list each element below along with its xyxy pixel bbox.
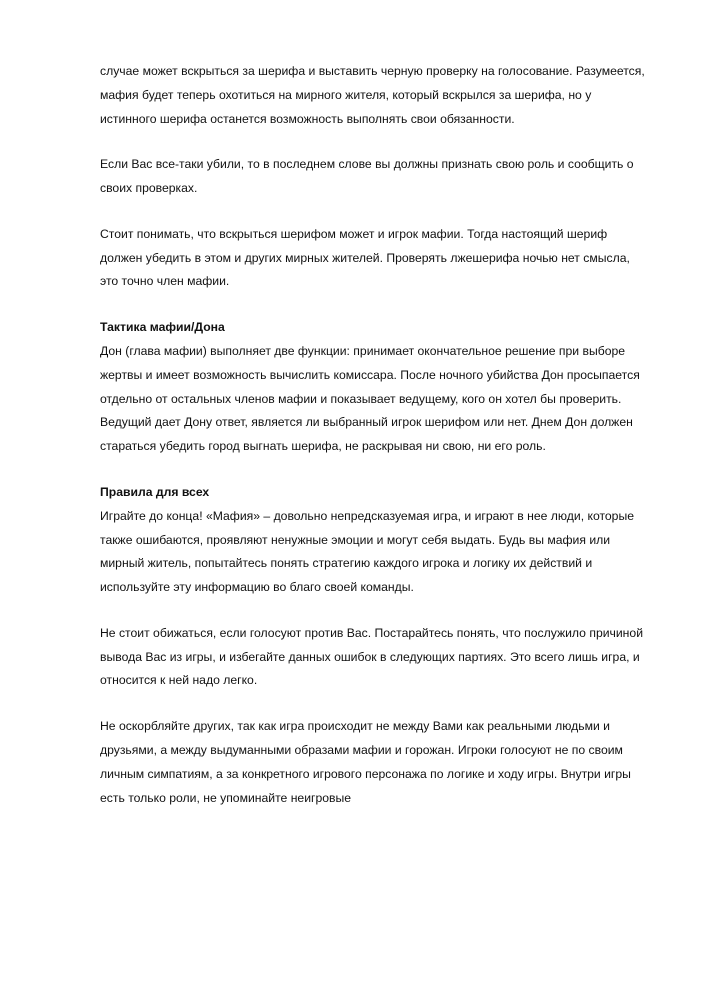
section-don-tactics [100,316,649,459]
section-rules-for-all [100,481,649,600]
paragraph-sheriff-reveal: случае может вскрыться за шерифа и выставить черную проверку на голосование. Разумеется, мафия будет теперь охотиться на мирного жителя, который вскрылся за шерифа, но у истинного шерифа останется возможность выполнять свои обязанности. [100,64,645,126]
paragraph-don-tactics: Дон (глава мафии) выполняет две функции: принимает окончательное решение при выборе жертвы и имеет возможность вычислить комиссара. После ночного убийства Дон просыпается отдельно от остальных членов мафии и показывает ведущему, кого он хотел бы проверить. Ведущий дает Дону ответ, является ли выбранный игрок шерифом или нет. Днем Дон должен стараться убедить город выгнать шерифа, не раскрывая ни свою, ни его роль. [100,344,640,454]
document-body [100,60,649,810]
paragraph-no-offense-voting: Не стоит обижаться, если голосуют против Вас. Постарайтесь понять, что послужило причиной вывода Вас из игры, и избегайте данных ошибок в следующих партиях. Это всего лишь игра, и относится к ней надо легко. [100,625,644,688]
heading-rules-for-all: Правила для всех [100,484,210,499]
paragraph-fake-sheriff: Стоит понимать, что вскрыться шерифом может и игрок мафии. Тогда настоящий шериф должен убедить в этом и других мирных жителей. Проверять лжешерифа ночью нет смысла, это точно член мафии. [100,226,630,289]
paragraph-rules-for-all: Играйте до конца! «Мафия» – довольно непредсказуемая игра, и играют в нее люди, которые также ошибаются, проявляют ненужные эмоции и могут себя выдать. Будь вы мафия или мирный житель, попытайтесь понять стратегию каждого игрока и логику их действий и используйте эту информацию во благо своей команды. [100,508,634,595]
paragraph-no-insults: Не оскорбляйте других, так как игра происходит не между Вами как реальными людьми и друзьями, а между выдуманными образами мафии и горожан. Игроки голосуют не по своим личным симпатиям, а за конкретного игрового персонажа по логике и ходу игры. Внутри игры есть только роли, не упоминайте неигровые [100,719,631,805]
heading-don-tactics: Тактика мафии/Дона [100,320,225,335]
paragraph-last-word: Если Вас все-таки убили, то в последнем слове вы должны признать свою роль и сообщить о своих проверках. [100,157,634,196]
